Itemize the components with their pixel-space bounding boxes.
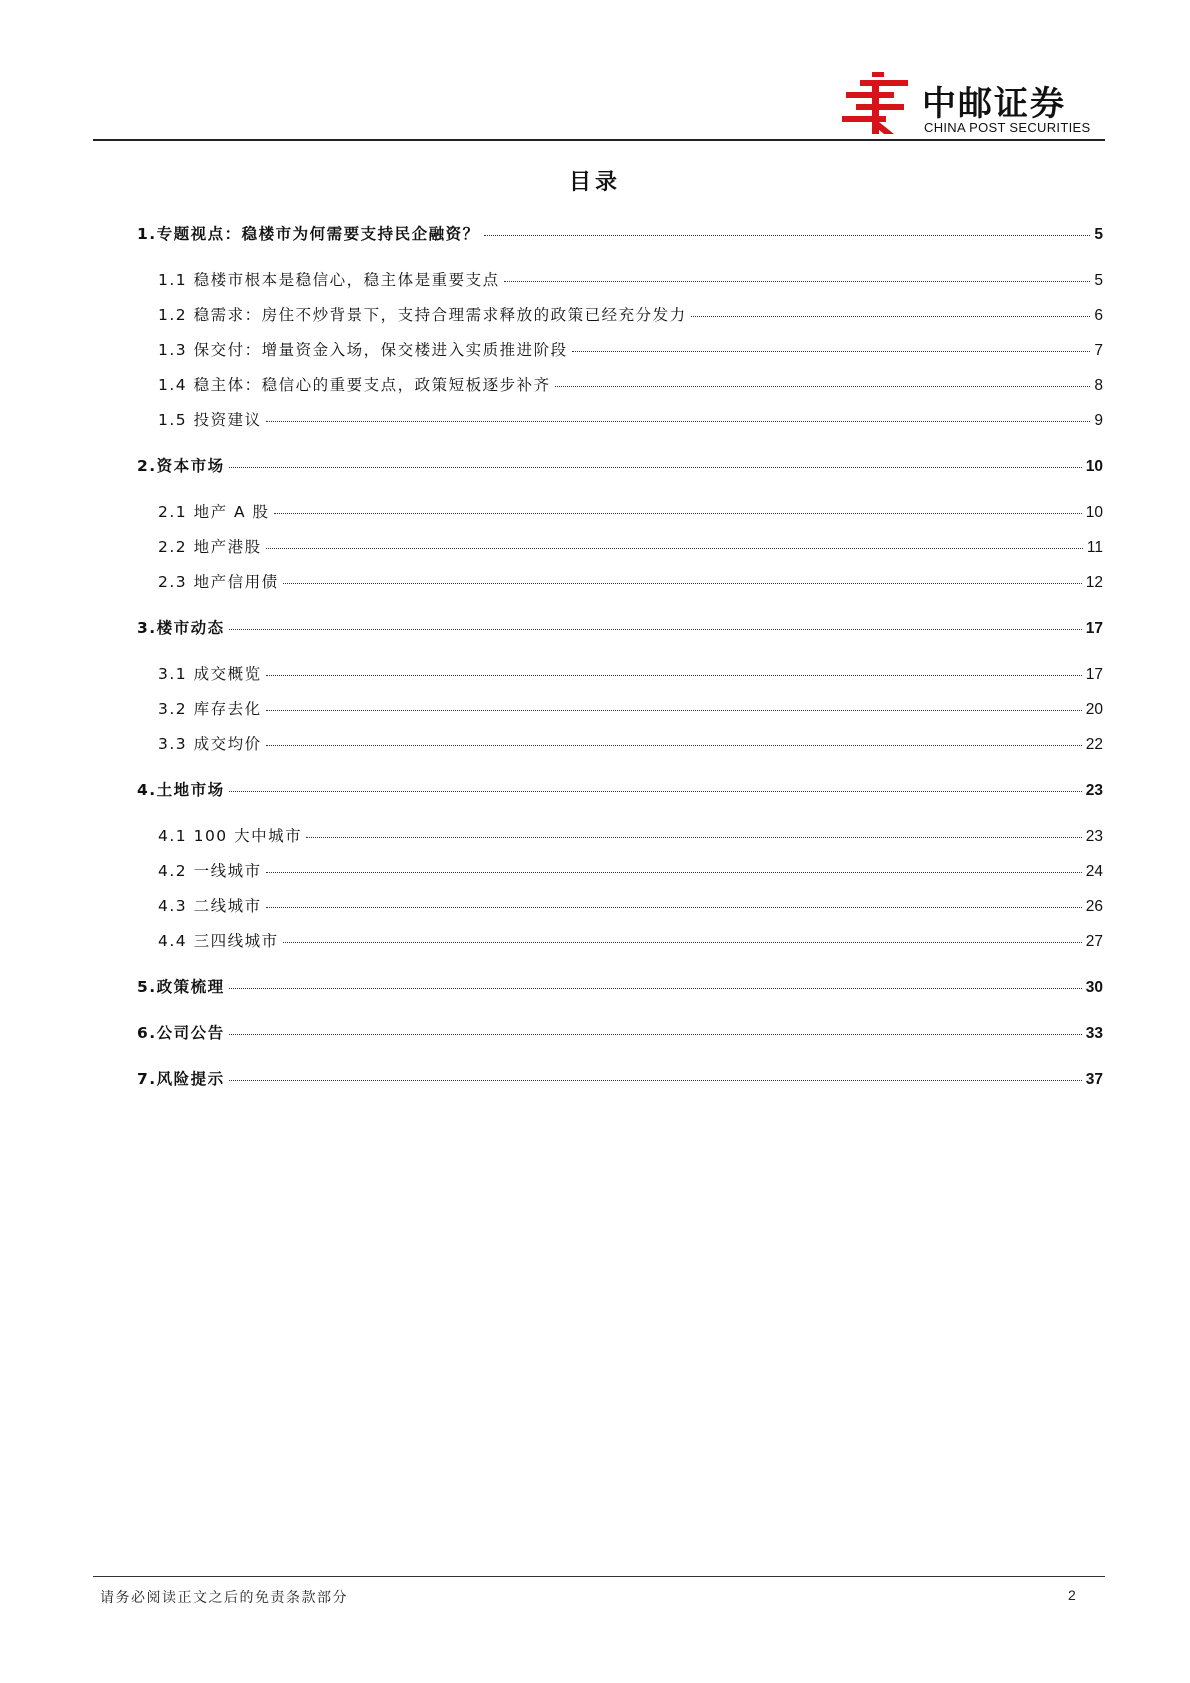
toc-section-entry[interactable]: [137, 975, 1103, 997]
toc-page-number: 11: [1086, 539, 1103, 556]
toc-page-number: 10: [1085, 504, 1103, 521]
toc-entry-title: 1.专题视点：稳楼市为何需要支持民企融资？: [137, 225, 480, 243]
toc-leader-dots: [283, 942, 1082, 943]
toc-page-number: 10: [1085, 458, 1103, 475]
toc-page-number: 37: [1085, 1071, 1103, 1088]
toc-leader-dots: [266, 675, 1082, 676]
toc-leader-dots: [555, 386, 1091, 387]
toc-section-entry[interactable]: [137, 454, 1103, 476]
toc-page-number: 9: [1094, 412, 1103, 429]
toc-page-number: 23: [1085, 782, 1103, 799]
toc-subsection-entry[interactable]: [158, 338, 1103, 360]
toc-page-number: 26: [1085, 898, 1103, 915]
toc-page-number: 7: [1094, 342, 1103, 359]
toc-page-number: 24: [1085, 863, 1103, 880]
toc-subsection-entry[interactable]: [158, 373, 1103, 395]
toc-entry-title: 2.1 地产 A 股: [158, 503, 270, 521]
toc-entry-title: 1.4 稳主体：稳信心的重要支点，政策短板逐步补齐: [158, 376, 551, 394]
toc-entry-title: 1.3 保交付：增量资金入场，保交楼进入实质推进阶段: [158, 341, 568, 359]
toc-leader-dots: [691, 316, 1091, 317]
toc-leader-dots: [504, 281, 1091, 282]
toc-leader-dots: [229, 791, 1082, 792]
company-logo: [842, 70, 1102, 140]
page-number: 2: [1068, 1587, 1076, 1603]
toc-page-number: 5: [1094, 272, 1103, 289]
logo-chinese-name: 中邮证券: [922, 84, 1066, 124]
toc-entry-title: 2.2 地产港股: [158, 538, 262, 556]
toc-leader-dots: [266, 907, 1082, 908]
toc-leader-dots: [484, 235, 1091, 236]
toc-leader-dots: [274, 513, 1082, 514]
toc-page-number: 30: [1085, 979, 1103, 996]
toc-subsection-entry[interactable]: [158, 303, 1103, 325]
toc-title: 目录: [568, 170, 621, 195]
toc-page-number: 22: [1085, 736, 1103, 753]
toc-entry-title: 7.风险提示: [137, 1070, 225, 1088]
toc-subsection-entry[interactable]: [158, 662, 1103, 684]
toc-subsection-entry[interactable]: [158, 859, 1103, 881]
toc-section-entry[interactable]: [137, 778, 1103, 800]
toc-subsection-entry[interactable]: [158, 268, 1103, 290]
toc-page-number: 27: [1085, 933, 1103, 950]
toc-subsection-entry[interactable]: [158, 732, 1103, 754]
toc-subsection-entry[interactable]: [158, 929, 1103, 951]
toc-entry-title: 6.公司公告: [137, 1024, 225, 1042]
toc-page-number: 20: [1085, 701, 1103, 718]
toc-entry-title: 1.1 稳楼市根本是稳信心，稳主体是重要支点: [158, 271, 500, 289]
toc-page-number: 6: [1094, 307, 1103, 324]
toc-leader-dots: [266, 421, 1091, 422]
footer-divider: [93, 1576, 1105, 1577]
toc-leader-dots: [229, 467, 1082, 468]
logo-english-name: CHINA POST SECURITIES: [924, 120, 1091, 135]
toc-leader-dots: [266, 548, 1083, 549]
toc-subsection-entry[interactable]: [158, 697, 1103, 719]
toc-leader-dots: [266, 872, 1082, 873]
toc-leader-dots: [229, 629, 1082, 630]
toc-entry-title: 4.3 二线城市: [158, 897, 262, 915]
toc-leader-dots: [283, 583, 1082, 584]
toc-entry-title: 1.5 投资建议: [158, 411, 262, 429]
toc-leader-dots: [266, 745, 1082, 746]
toc-entry-title: 3.2 库存去化: [158, 700, 262, 718]
toc-subsection-entry[interactable]: [158, 894, 1103, 916]
header-divider: [93, 139, 1105, 141]
toc-section-entry[interactable]: [137, 1067, 1103, 1089]
toc-page-number: 33: [1085, 1025, 1103, 1042]
footer-disclaimer: 请务必阅读正文之后的免责条款部分: [100, 1590, 348, 1606]
toc-leader-dots: [229, 1080, 1082, 1081]
toc-entry-title: 4.4 三四线城市: [158, 932, 279, 950]
toc-leader-dots: [572, 351, 1091, 352]
toc-subsection-entry[interactable]: [158, 570, 1103, 592]
toc-leader-dots: [229, 1034, 1082, 1035]
toc-section-entry[interactable]: [137, 616, 1103, 638]
toc-subsection-entry[interactable]: [158, 824, 1103, 846]
toc-entry-title: 3.1 成交概览: [158, 665, 262, 683]
toc-leader-dots: [266, 710, 1082, 711]
toc-entry-title: 2.资本市场: [137, 457, 225, 475]
toc-subsection-entry[interactable]: [158, 500, 1103, 522]
toc-entry-title: 4.1 100 大中城市: [158, 827, 303, 845]
toc-page-number: 8: [1094, 377, 1103, 394]
toc-entry-title: 3.楼市动态: [137, 619, 225, 637]
toc-page-number: 23: [1085, 828, 1103, 845]
toc-entry-title: 4.土地市场: [137, 781, 225, 799]
toc-entry-title: 2.3 地产信用债: [158, 573, 279, 591]
toc-entry-title: 4.2 一线城市: [158, 862, 262, 880]
toc-leader-dots: [229, 988, 1082, 989]
toc-page-number: 17: [1085, 620, 1103, 637]
toc-leader-dots: [306, 837, 1082, 838]
toc-page-number: 17: [1085, 666, 1103, 683]
china-post-logo-icon: [842, 70, 912, 136]
toc-section-entry[interactable]: [137, 1021, 1103, 1043]
toc-entry-title: 5.政策梳理: [137, 978, 225, 996]
toc-entry-title: 1.2 稳需求：房住不炒背景下，支持合理需求释放的政策已经充分发力: [158, 306, 687, 324]
toc-page-number: 12: [1085, 574, 1103, 591]
toc-page-number: 5: [1094, 226, 1103, 243]
toc-subsection-entry[interactable]: [158, 408, 1103, 430]
toc-entry-title: 3.3 成交均价: [158, 735, 262, 753]
toc-subsection-entry[interactable]: [158, 535, 1103, 557]
toc-section-entry[interactable]: [137, 222, 1103, 244]
